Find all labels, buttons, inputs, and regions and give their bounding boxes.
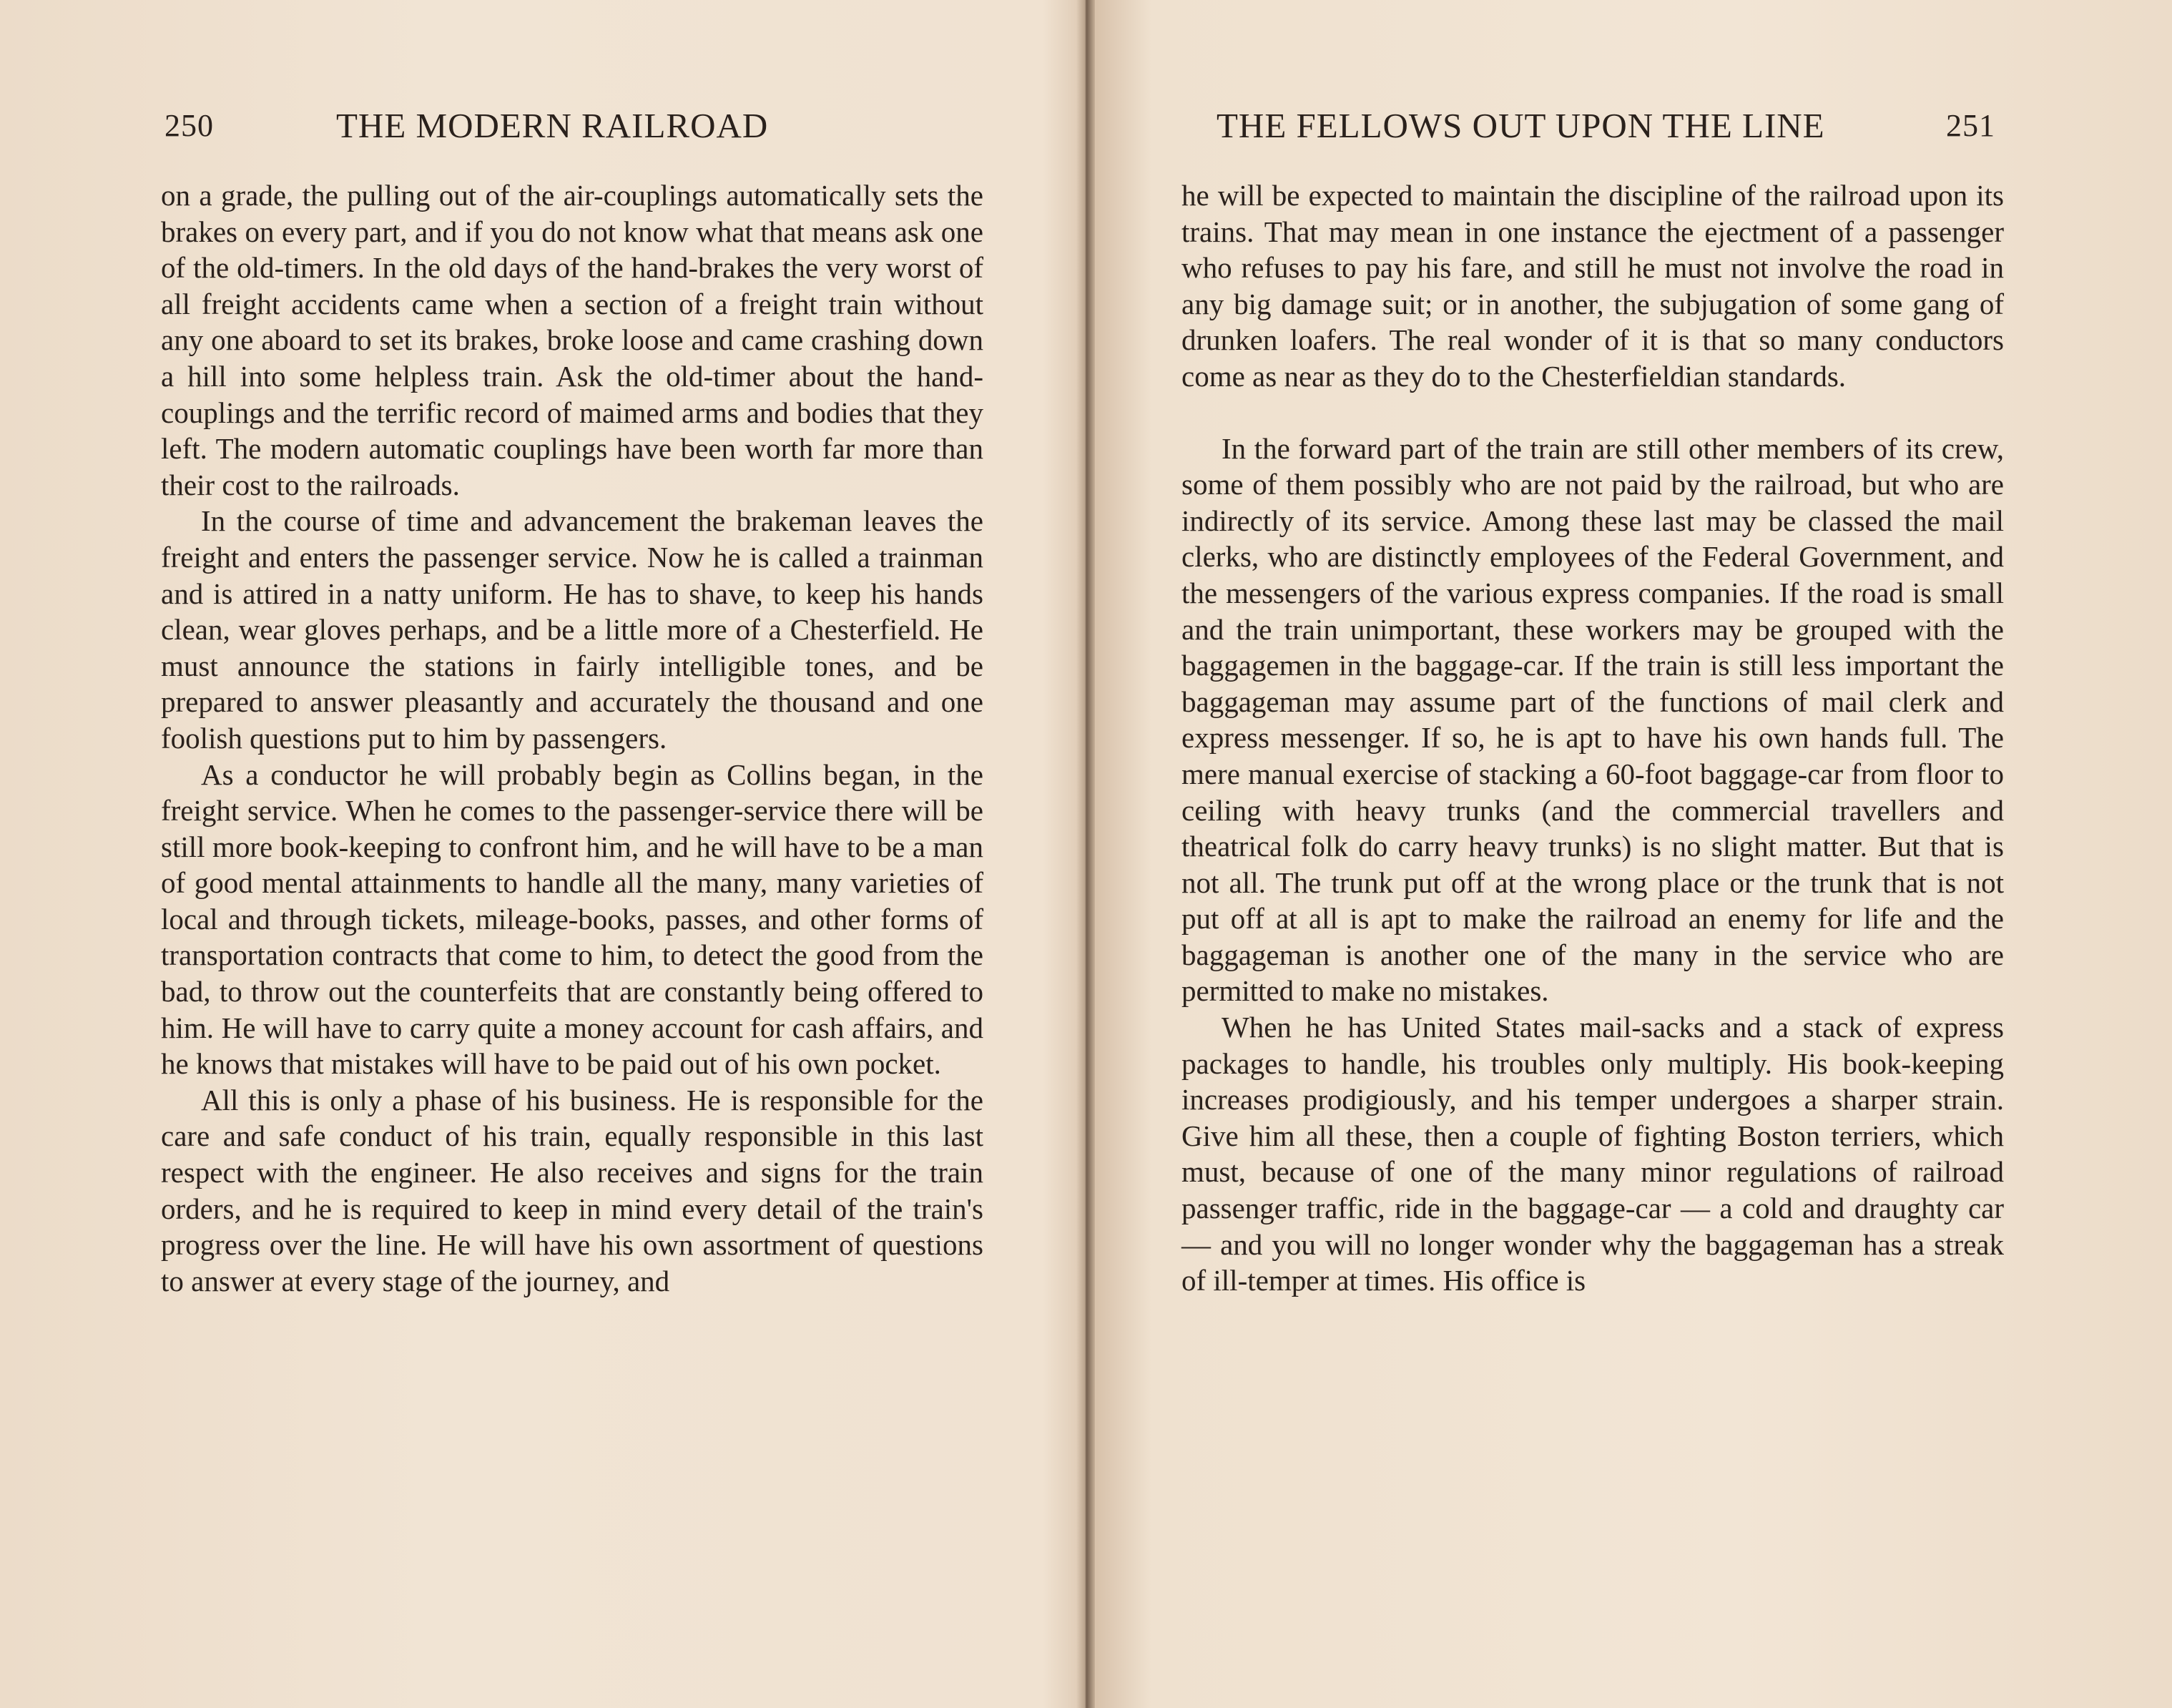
paragraph: All this is only a phase of his business. He is responsible for the care and safe conduct of his train, equally responsible in this last respect with the engineer. He also receives and signs for the train orders, and he is required to keep in mind every detail of the train's progress over the line. He will have his own assortment of questions to answer at every stage of the journey, and xyxy=(161,1083,983,1297)
page-number: 250 xyxy=(164,108,214,143)
paragraph: on a grade, the pulling out of the air-couplings automatically sets the brakes on every part, and if you do not know what that means ask one of the old-timers. In the old days of the hand-brakes the very worst of all freight accidents came when a section of a freight train without any one aboard to set its brakes, broke loose and came crashing down a hill into some helpless train. Ask the old-timer about the hand-couplings and the terrific record of maimed arms and bodies that they left. The modern automatic couplings have been worth far more than their cost to the railroads. xyxy=(161,179,983,501)
paragraph: In the course of time and advancement the brakeman leaves the freight and enters the passenger service. Now he is called a trainman and is attired in a natty uniform. He has to shave, to keep his hands clean, wear gloves perhaps, and be a little more of a Chesterfield. He must announce the stations in fairly intelligible tones, and be prepared to answer pleasantly and accurately the thousand and one foolish questions put to him by passengers. xyxy=(161,504,983,755)
paragraph: he will be expected to maintain the discipline of the railroad upon its trains. That may mean in one instance the ejectment of a passenger who refuses to pay his fare, and still he must not involve the road in any big damage suit; or in another, the subjugation of some gang of drunken loafers. The real wonder of it is that so many conductors come as near as they do to the Chesterfieldian standards. xyxy=(1181,179,2004,393)
right-page xyxy=(1095,0,2172,1708)
running-title: THE MODERN RAILROAD xyxy=(336,106,769,145)
paragraph: In the forward part of the train are still other members of its crew, some of them possibly who are not paid by the railroad, but who are indirectly of its service. Among these last may be classed the mail clerks, who are distinctly employees of the Federal Government, and the messengers of the various express companies. If the road is small and the train unimportant, these workers may be grouped with the baggagemen in the baggage-car. If the train is still less important the baggageman may assume part of the functions of mail clerk and express messenger. If so, he is apt to have his own hands full. The mere manual exercise of stacking a 60-foot baggage-car from floor to ceiling with heavy trunks (and the commercial travellers and theatrical folk do carry heavy trunks) is no slight matter. But that is not all. The trunk put off at the wrong place or the trunk that is not put off at all is apt to make the railroad an enemy for life and the baggageman is another one of the many in the service who are permitted to make no mistakes. xyxy=(1181,431,2004,1008)
body-text xyxy=(161,177,983,1299)
page-number: 251 xyxy=(1946,108,1995,143)
left-page xyxy=(0,0,1076,1708)
paragraph: As a conductor he will probably begin as Collins began, in the freight service. When he comes to the passenger-service there will be still more book-keeping to confront him, and he will have to be a man of good mental attainments to handle all the many, many varieties of local and through tickets, mileage-books, passes, and other forms of transportation contracts that come to him, to detect the good from the bad, to throw out the counterfeits that are constantly being offered to him. He will have to carry quite a money account for cash affairs, and he knows that mistakes will have to be paid out of his own pocket. xyxy=(161,757,983,1081)
paragraph: When he has United States mail-sacks and a stack of express packages to handle, his troubles only multiply. His book-keeping increases prodigiously, and his temper undergoes a sharper strain. Give him all these, then a couple of fighting Boston terriers, which must, because of one of the many minor regulations of railroad passenger traffic, ride in the baggage-car — a cold and draughty car — and you will no longer wonder why the baggageman has a streak of ill-temper at times. His office is xyxy=(1181,1011,2004,1297)
body-text xyxy=(1181,177,2004,1299)
running-title: THE FELLOWS OUT UPON THE LINE xyxy=(1217,106,1825,145)
book-gutter xyxy=(1076,0,1095,1708)
